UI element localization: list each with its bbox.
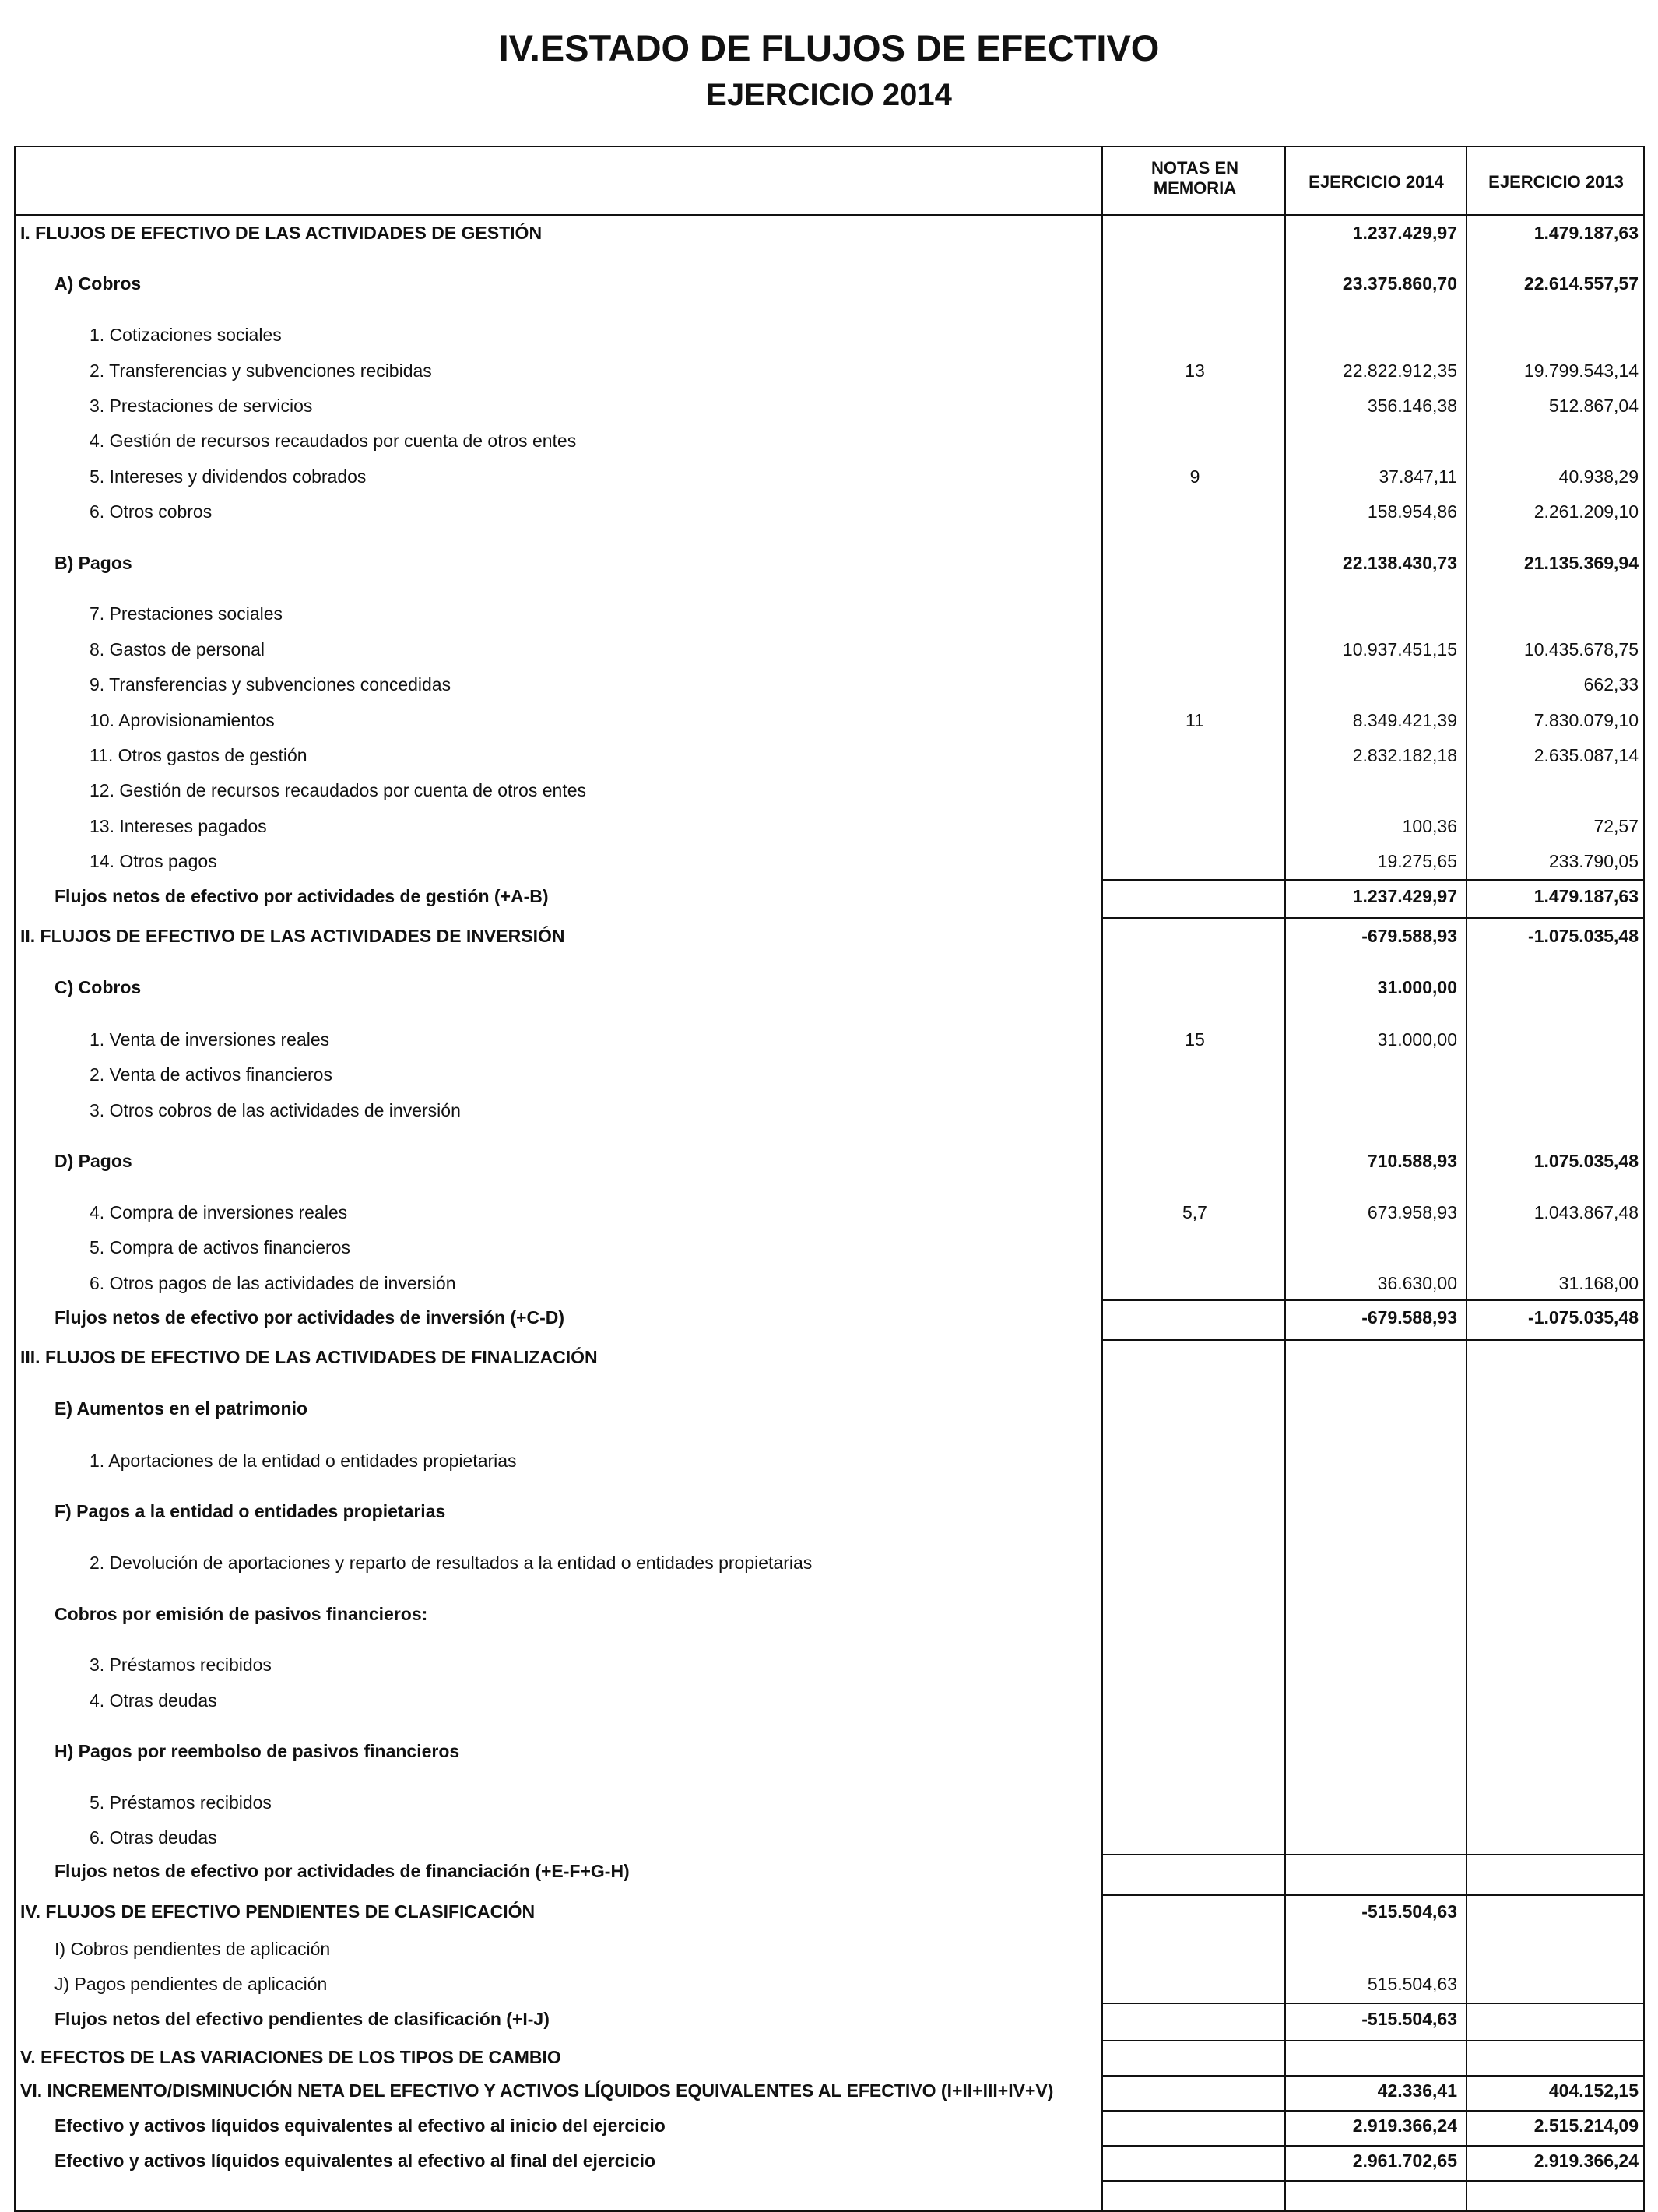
total-box-bottom-1 xyxy=(1101,1339,1645,1341)
total-box-top-2 xyxy=(1101,1854,1645,1855)
row-value-2013: 404.152,15 xyxy=(1548,2080,1639,2101)
row-value-2013: -1.075.035,48 xyxy=(1528,1307,1639,1328)
row-label: E) Aumentos en el patrimonio xyxy=(54,1398,308,1419)
row-value-2014: -515.504,63 xyxy=(1361,1901,1457,1922)
row-label: I. FLUJOS DE EFECTIVO DE LAS ACTIVIDADES DE GESTIÓN xyxy=(20,223,543,243)
total-box-top-4 xyxy=(1101,2040,1645,2041)
row-nota: 5,7 xyxy=(1182,1202,1207,1222)
row-value-2013: 2.635.087,14 xyxy=(1533,745,1639,765)
row-label: 3. Prestaciones de servicios xyxy=(90,396,313,416)
row-value-2014: 31.000,00 xyxy=(1377,1029,1457,1050)
row-value-2013: 40.938,29 xyxy=(1558,466,1639,487)
row-label: 4. Gestión de recursos recaudados por cuenta de otros entes xyxy=(90,431,577,451)
row-label: 9. Transferencias y subvenciones concedidas xyxy=(90,674,451,695)
column-divider-2013 xyxy=(1466,146,1467,2212)
row-label: 5. Préstamos recibidos xyxy=(90,1792,272,1813)
total-box-top-5 xyxy=(1101,2075,1645,2077)
row-label: Cobros por emisión de pasivos financieros: xyxy=(54,1604,428,1624)
row-value-2013: 2.261.209,10 xyxy=(1533,501,1639,522)
row-label: Efectivo y activos líquidos equivalentes al efectivo al inicio del ejercicio xyxy=(54,2115,666,2136)
row-label: 1. Cotizaciones sociales xyxy=(90,325,282,345)
row-value-2013: 21.135.369,94 xyxy=(1523,553,1639,573)
row-label: 11. Otros gastos de gestión xyxy=(90,745,307,765)
row-value-2014: 36.630,00 xyxy=(1377,1273,1457,1293)
page-subtitle: EJERCICIO 2014 xyxy=(706,78,952,112)
row-label: 7. Prestaciones sociales xyxy=(90,603,283,624)
total-box-top-3 xyxy=(1101,2003,1645,2004)
header-divider xyxy=(14,214,1645,216)
row-label: 5. Intereses y dividendos cobrados xyxy=(90,466,367,487)
row-label: H) Pagos por reembolso de pasivos financieros xyxy=(54,1741,460,1761)
row-value-2013: 31.168,00 xyxy=(1558,1273,1639,1293)
row-label: 12. Gestión de recursos recaudados por cuenta de otros entes xyxy=(90,780,587,800)
column-header-2014: EJERCICIO 2014 xyxy=(1308,172,1444,192)
row-label: 3. Préstamos recibidos xyxy=(90,1655,272,1675)
row-label: 6. Otros cobros xyxy=(90,501,213,522)
row-label: IV. FLUJOS DE EFECTIVO PENDIENTES DE CLASIFICACIÓN xyxy=(20,1901,536,1922)
column-divider-notas xyxy=(1101,146,1103,2212)
row-label: Flujos netos de efectivo por actividades de gestión (+A-B) xyxy=(54,886,549,906)
row-value-2014: 158.954,86 xyxy=(1367,501,1457,522)
row-value-2013: 233.790,05 xyxy=(1548,851,1639,871)
row-value-2013: 7.830.079,10 xyxy=(1533,710,1639,730)
row-value-2014: -679.588,93 xyxy=(1361,1307,1457,1328)
row-label: 2. Venta de activos financieros xyxy=(90,1064,332,1085)
row-value-2014: 100,36 xyxy=(1402,816,1457,836)
row-label: Flujos netos del efectivo pendientes de clasificación (+I-J) xyxy=(54,2009,550,2029)
total-box-bottom-7 xyxy=(1101,2180,1645,2182)
row-value-2013: 1.479.187,63 xyxy=(1533,886,1639,906)
row-value-2013: 662,33 xyxy=(1583,674,1639,695)
row-value-2014: 515.504,63 xyxy=(1367,1974,1457,1994)
page-title: IV.ESTADO DE FLUJOS DE EFECTIVO xyxy=(498,27,1160,69)
row-value-2014: 8.349.421,39 xyxy=(1352,710,1457,730)
row-value-2014: 31.000,00 xyxy=(1377,977,1457,997)
row-value-2014: 10.937.451,15 xyxy=(1342,639,1457,659)
row-value-2013: -1.075.035,48 xyxy=(1528,926,1639,946)
row-label: 1. Aportaciones de la entidad o entidades propietarias xyxy=(90,1451,517,1471)
row-label: V. EFECTOS DE LAS VARIACIONES DE LOS TIPOS DE CAMBIO xyxy=(20,2047,561,2067)
row-label: Flujos netos de efectivo por actividades de financiación (+E-F+G-H) xyxy=(54,1861,630,1881)
column-header-2013: EJERCICIO 2013 xyxy=(1488,172,1624,192)
row-label: B) Pagos xyxy=(54,553,132,573)
row-label: Efectivo y activos líquidos equivalentes al efectivo al final del ejercicio xyxy=(54,2150,656,2171)
row-label: 13. Intereses pagados xyxy=(90,816,267,836)
row-value-2013: 1.043.867,48 xyxy=(1533,1202,1639,1222)
row-value-2014: 19.275,65 xyxy=(1377,851,1457,871)
row-value-2014: 2.919.366,24 xyxy=(1352,2115,1457,2136)
row-label: J) Pagos pendientes de aplicación xyxy=(54,1974,328,1994)
row-label: 4. Compra de inversiones reales xyxy=(90,1202,348,1222)
row-label: 2. Transferencias y subvenciones recibidas xyxy=(90,360,432,381)
total-box-top-7 xyxy=(1101,2145,1645,2147)
column-header-notas: NOTAS EN MEMORIA xyxy=(1150,158,1239,199)
row-value-2013: 512.867,04 xyxy=(1548,396,1639,416)
row-value-2014: 37.847,11 xyxy=(1379,466,1457,487)
row-value-2013: 22.614.557,57 xyxy=(1523,273,1639,294)
row-nota: 15 xyxy=(1185,1029,1205,1050)
row-label: F) Pagos a la entidad o entidades propietarias xyxy=(54,1501,446,1521)
row-label: VI. INCREMENTO/DISMINUCIÓN NETA DEL EFECTIVO Y ACTIVOS LÍQUIDOS EQUIVALENTES AL EFECTIVO (I+II+III+IV+V) xyxy=(20,2080,1054,2101)
row-value-2013: 1.075.035,48 xyxy=(1533,1151,1639,1171)
row-label: 2. Devolución de aportaciones y reparto de resultados a la entidad o entidades propietarias xyxy=(90,1553,813,1573)
row-label: A) Cobros xyxy=(54,273,142,294)
row-value-2014: -679.588,93 xyxy=(1361,926,1457,946)
row-label: 8. Gastos de personal xyxy=(90,639,265,659)
total-box-top-1 xyxy=(1101,1299,1645,1301)
row-value-2014: 22.822.912,35 xyxy=(1342,360,1457,381)
row-value-2013: 19.799.543,14 xyxy=(1523,360,1639,381)
row-value-2014: 2.961.702,65 xyxy=(1352,2150,1457,2171)
total-box-top-0 xyxy=(1101,879,1645,881)
row-value-2014: 356.146,38 xyxy=(1367,396,1457,416)
total-box-top-6 xyxy=(1101,2110,1645,2112)
row-value-2013: 2.515.214,09 xyxy=(1533,2115,1639,2136)
row-label: I) Cobros pendientes de aplicación xyxy=(54,1939,331,1959)
column-divider-2014 xyxy=(1284,146,1286,2212)
row-label: II. FLUJOS DE EFECTIVO DE LAS ACTIVIDADES DE INVERSIÓN xyxy=(20,926,565,946)
row-value-2013: 2.919.366,24 xyxy=(1533,2150,1639,2171)
row-value-2014: 23.375.860,70 xyxy=(1342,273,1457,294)
row-value-2014: 2.832.182,18 xyxy=(1352,745,1457,765)
row-value-2014: 1.237.429,97 xyxy=(1352,886,1457,906)
row-nota: 13 xyxy=(1185,360,1205,381)
row-value-2014: 22.138.430,73 xyxy=(1342,553,1457,573)
row-label: 5. Compra de activos financieros xyxy=(90,1237,350,1257)
row-value-2013: 10.435.678,75 xyxy=(1523,639,1639,659)
row-label: 14. Otros pagos xyxy=(90,851,217,871)
row-label: 3. Otros cobros de las actividades de inversión xyxy=(90,1100,461,1120)
row-nota: 11 xyxy=(1186,710,1204,730)
total-box-bottom-2 xyxy=(1101,1894,1645,1896)
row-nota: 9 xyxy=(1189,466,1200,487)
row-value-2013: 1.479.187,63 xyxy=(1533,223,1639,243)
row-label: Flujos netos de efectivo por actividades de inversión (+C-D) xyxy=(54,1307,565,1328)
row-value-2014: -515.504,63 xyxy=(1361,2009,1457,2029)
row-value-2014: 710.588,93 xyxy=(1367,1151,1457,1171)
row-label: 1. Venta de inversiones reales xyxy=(90,1029,330,1050)
row-value-2013: 72,57 xyxy=(1593,816,1639,836)
row-label: D) Pagos xyxy=(54,1151,132,1171)
row-label: 4. Otras deudas xyxy=(90,1690,217,1711)
row-label: C) Cobros xyxy=(54,977,142,997)
row-label: 6. Otras deudas xyxy=(90,1827,217,1848)
row-label: 6. Otros pagos de las actividades de inversión xyxy=(90,1273,456,1293)
row-value-2014: 1.237.429,97 xyxy=(1352,223,1457,243)
row-label: 10. Aprovisionamientos xyxy=(90,710,275,730)
total-box-bottom-0 xyxy=(1101,917,1645,919)
row-label: III. FLUJOS DE EFECTIVO DE LAS ACTIVIDADES DE FINALIZACIÓN xyxy=(20,1347,598,1367)
row-value-2014: 42.336,41 xyxy=(1377,2080,1457,2101)
row-value-2014: 673.958,93 xyxy=(1367,1202,1457,1222)
